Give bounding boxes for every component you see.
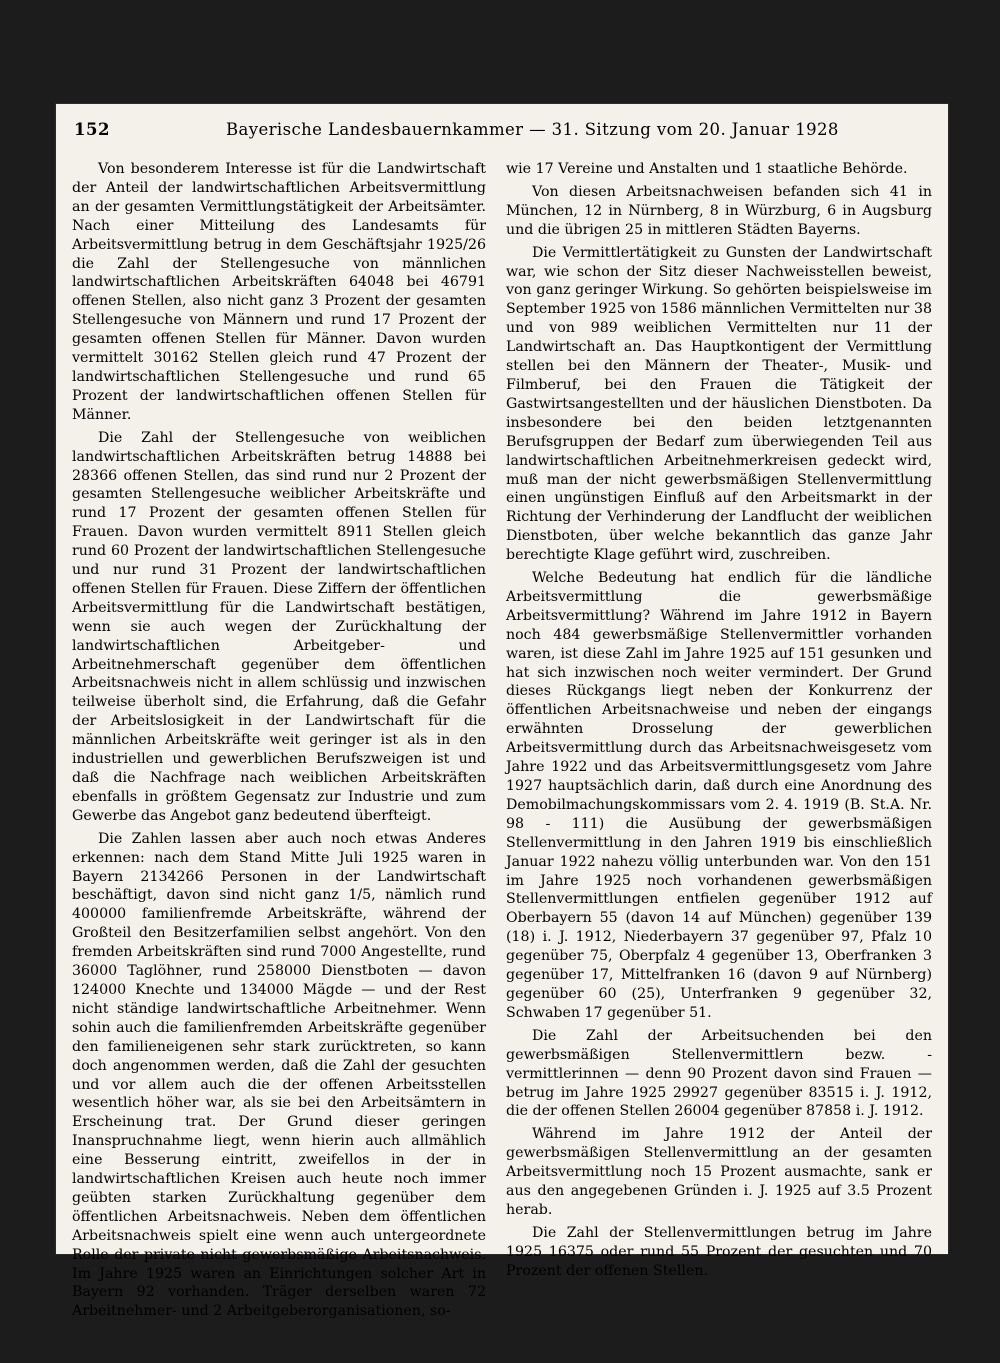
page-header <box>56 120 948 148</box>
paragraph: Von besonderem Interesse ist für die Landwirtschaft der Anteil der landwirtschaftlichen Arbeitsvermittlung an der gesamten Vermittlungstätigkeit der Arbeitsämter. Nach einer Mitteilung des Landesamts für Arbeitsvermittlung betrug in dem Geschäftsjahr 1925/26 die Zahl der Stellengesuche von männlichen landwirtschaftlichen Arbeitskräften 64048 bei 46791 offenen Stellen, also nicht ganz 3 Prozent der gesamten Stellengesuche von Männern und rund 17 Prozent der gesamten offenen Stellen für Männer. Davon wurden vermittelt 30162 Stellen gleich rund 47 Prozent der landwirtschaftlichen Stellengesuche und rund 65 Prozent der landwirtschaftlichen offenen Stellen für Männer. <box>72 161 486 423</box>
running-head: Bayerische Landesbauernkammer — 31. Sitzung vom 20. Januar 1928 <box>226 120 839 139</box>
paragraph: Von diesen Arbeitsnachweisen befanden sich 41 in München, 12 in Nürnberg, 8 in Würzburg, 6 in Augsburg und die übrigen 25 in mittleren Städten Bayerns. <box>506 183 932 238</box>
paragraph: Die Zahl der Arbeitsuchenden bei den gewerbsmäßigen Stellenvermittlern bezw. -vermittlerinnen — denn 90 Prozent davon sind Frauen — betrug im Jahre 1925 29927 gegenüber 83515 i. J. 1912, die der offenen Stellen 26004 gegenüber 87858 i. J. 1912. <box>506 1027 932 1120</box>
paragraph: Welche Bedeutung hat endlich für die ländliche Arbeitsvermittlung die gewerbsmäßige Arbeitsvermittlung? Während im Jahre 1912 in Bayern noch 484 gewerbsmäßige Stellenvermittler vorhanden waren, ist diese Zahl im Jahre 1925 auf 151 gesunken und hat sich inzwischen noch weiter vermindert. Der Grund dieses Rückgangs liegt neben der Konkurrenz der öffentlichen Arbeitsnachweise und neben der eingangs erwähnten Drosselung der gewerblichen Arbeitsvermittlung durch das Arbeitsnachweisgesetz vom Jahre 1922 und das Arbeitsvermittlungsgesetz vom Jahre 1927 hauptsächlich darin, daß durch eine Anordnung des Demobilmachungskommissars vom 2. 4. 1919 (B. St.A. Nr. 98 - 111) die Ausübung der gewerbsmäßigen Stellenvermittlung in den Jahren 1919 bis einschließlich Januar 1922 nahezu völlig unterbunden war. Von den 151 im Jahre 1925 noch vorhandenen gewerbsmäßigen Stellenvermittlungen entfielen gegenüber 1912 auf Oberbayern 55 (davon 14 auf München) gegenüber 139 (18) i. J. 1912, Niederbayern 37 gegenüber 97, Pfalz 10 gegenüber 75, Oberpfalz 4 gegenüber 13, Oberfranken 3 gegenüber 17, Mittelfranken 16 (davon 9 auf Nürnberg) gegenüber 60 (25), Unterfranken 9 gegenüber 32, Schwaben 17 gegenüber 51. <box>506 570 932 1021</box>
right-column <box>506 160 932 1285</box>
document-page <box>56 104 948 1320</box>
paragraph: Die Zahlen lassen aber auch noch etwas Anderes erkennen: nach dem Stand Mitte Juli 1925 waren in Bayern 2134266 Personen in der Landwirtschaft beschäftigt, davon sind nicht ganz 1/5, nämlich rund 400000 familienfremde Arbeitskräfte, während der Großteil den Besitzerfamilien selbst angehört. Von den fremden Arbeitskräften sind rund 7000 Angestellte, rund 36000 Taglöhner, rund 258000 Dienstboten — davon 124000 Knechte und 134000 Mägde — und der Rest nicht ständige landwirtschaftliche Arbeitnehmer. Wenn sohin auch die familienfremden Arbeitskräfte gegenüber den familieneigenen sehr stark zurücktreten, so kann doch angenommen werden, daß die Zahl der gesuchten und vor allem auch die der offenen Arbeitsstellen wesentlich höher war, als sie bei den Arbeitsämtern in Erscheinung trat. Der Grund dieser geringen Inanspruchnahme liegt, wenn hierin auch allmählich eine Besserung eintritt, zweifellos in der in landwirtschaftlichen Kreisen auch heute noch immer geübten starken Zurückhaltung gegenüber dem öffentlichen Arbeitsnachweis. Neben dem öffentlichen Arbeitsnachweis spielt eine wenn auch untergeordnete Rolle der private nicht gewerbsmäßige Arbeitsnachweis. Im Jahre 1925 waren an Einrichtungen solcher Art in Bayern 92 vorhanden. Träger derselben waren 72 Arbeitnehmer- und 2 Arbeitgeberorganisationen, so- <box>72 830 486 1320</box>
paragraph-continuation: wie 17 Vereine und Anstalten und 1 staatliche Behörde. <box>506 161 908 177</box>
paragraph: Die Zahl der Stellengesuche von weiblichen landwirtschaftlichen Arbeitskräften betrug 14888 bei 28366 offenen Stellen, das sind rund nur 2 Prozent der gesamten Stellengesuche weiblicher Arbeitskräfte und rund 17 Prozent der gesamten offenen Stellen für Frauen. Davon wurden vermittelt 8911 Stellen gleich rund 60 Prozent der landwirtschaftlichen Stellengesuche und nur rund 31 Prozent der landwirtschaftlichen offenen Stellen für Frauen. Diese Ziffern der öffentlichen Arbeitsvermittlung für die Landwirtschaft bestätigen, wenn sie auch wegen der Zurückhaltung der landwirtschaftlichen Arbeitgeber- und Arbeitnehmerschaft gegenüber dem öffentlichen Arbeitsnachweis nicht in allem schlüssig und inzwischen teilweise überholt sind, die Erfahrung, daß die Gefahr der Arbeitslosigkeit in der Landwirtschaft für die männlichen Arbeitskräfte weit geringer ist als in den industriellen und gewerblichen Berufszweigen ist und daß die Nachfrage nach weiblichen Arbeitskräften ebenfalls in größtem Gegensatz zur Industrie und zum Gewerbe das Angebot ganz bedeutend überfteigt. <box>72 429 486 824</box>
page-number: 152 <box>74 120 110 139</box>
left-column <box>72 160 486 1325</box>
paragraph: Die Zahl der Stellenvermittlungen betrug im Jahre 1925 16375 oder rund 55 Prozent der gesuchten und 70 Prozent der offenen Stellen. <box>506 1224 932 1279</box>
paragraph: Die Vermittlertätigkeit zu Gunsten der Landwirtschaft war, wie schon der Sitz dieser Nachweisstellen beweist, von ganz geringer Wirkung. So gehörten beispielsweise im September 1925 von 1586 männlichen Vermittelten nur 38 und von 989 weiblichen Vermittelten nur 11 der Landwirtschaft an. Das Hauptkontigent der Vermittlung stellen bei den Männern der Theater-, Musik- und Filmberuf, bei den Frauen die Tätigkeit der Gastwirtsangestellten und der häuslichen Dienstboten. Da insbesondere bei den beiden letztgenannten Berufsgruppen der Bedarf zum überwiegenden Teil aus landwirtschaftlichen Arbeitnehmerkreisen gedeckt wird, muß man der nicht gewerbsmäßigen Stellenvermittlung einen ungünstigen Einfluß auf den Arbeitsmarkt in der Richtung der Verhinderung der Landflucht der weiblichen Dienstboten, über welche bekanntlich das ganze Jahr berechtigte Klage geführt wird, zuschreiben. <box>506 244 932 564</box>
paragraph: Während im Jahre 1912 der Anteil der gewerbsmäßigen Stellenvermittlung an der gesamten Arbeitsvermittlung noch 15 Prozent ausmachte, sank er aus den angegebenen Gründen i. J. 1925 auf 3.5 Prozent herab. <box>506 1126 932 1218</box>
